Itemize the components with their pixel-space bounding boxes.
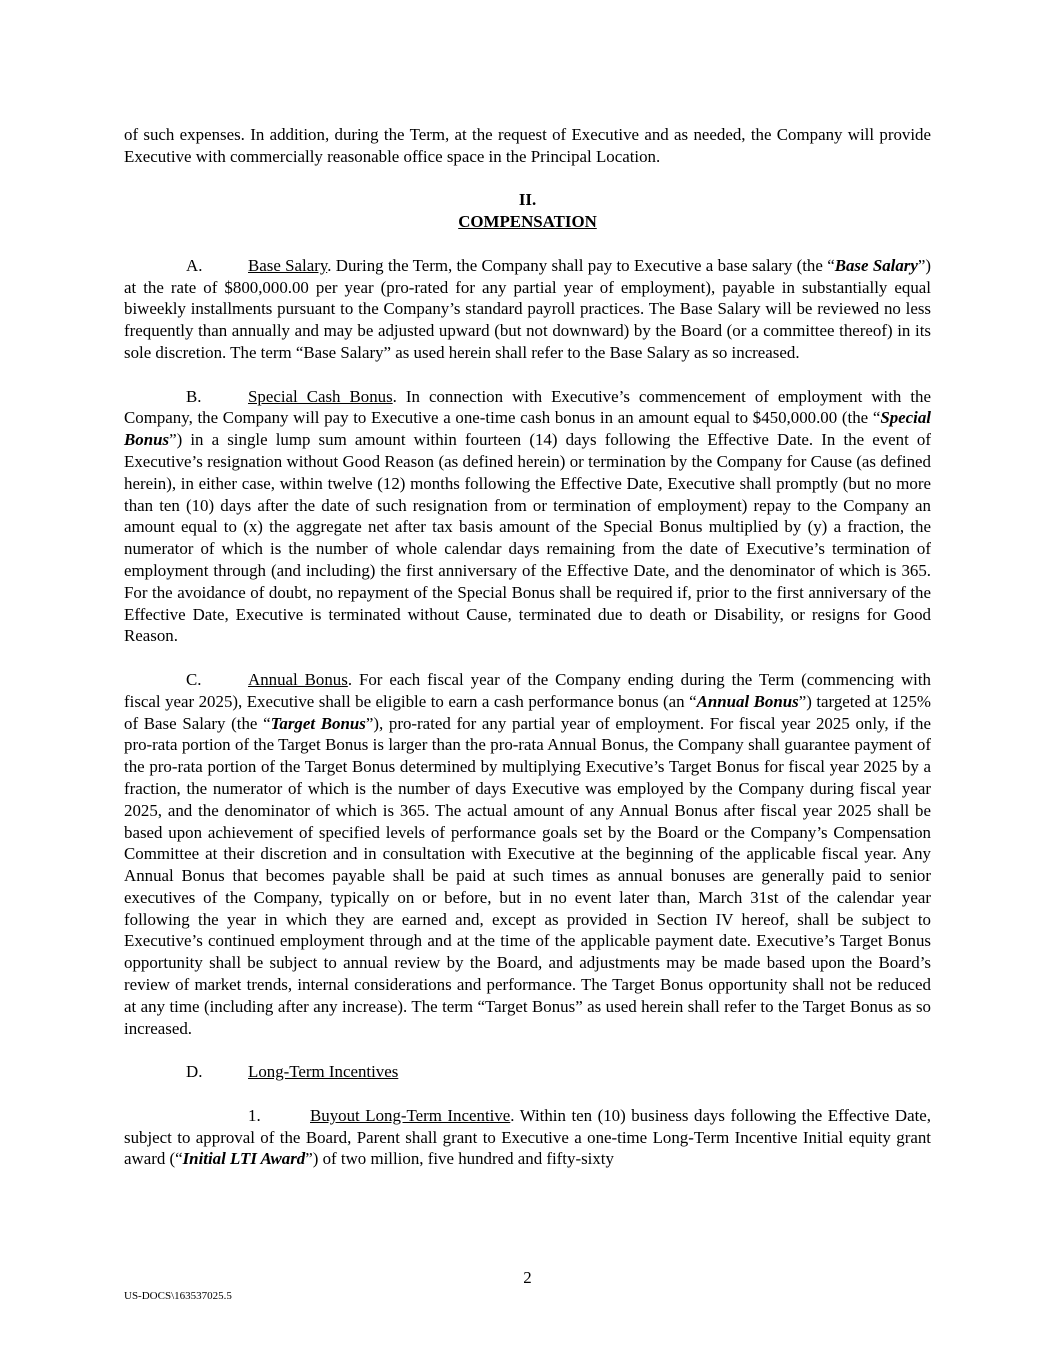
defined-term: Special Bonus xyxy=(124,408,931,450)
paragraph-buyout-lti: 1. Buyout Long-Term Incentive. Within ten (10) business days following the Effective Date, subject to approval of the Board, Parent shall grant to Executive a one-time Long-Term Incentive Initial equity grant award (“Initial LTI Award”) of two million, five hundred and fifty-sixty xyxy=(124,1105,931,1169)
document-page xyxy=(124,124,931,1170)
paragraph-label: 1. xyxy=(248,1105,261,1125)
section-title: COMPENSATION xyxy=(458,212,597,232)
intro-paragraph: of such expenses. In addition, during the Term, at the request of Executive and as needed, the Company will provide Executive with commercially reasonable office space in the Principal Location. xyxy=(124,125,931,166)
defined-term: Annual Bonus xyxy=(696,691,799,711)
paragraph-special-cash-bonus: B. Special Cash Bonus. In connection with Executive’s commencement of employment with the Company, the Company will pay to Executive a one-time cash bonus in an amount equal to $450,000.00 (the “Special Bonus”) in a single lump sum amount within fourteen (14) days following the Effective Date. In the event of Executive’s resignation without Good Reason (as defined herein) or termination by the Company for Cause (as defined herein), in either case, within twelve (12) months following the Effective Date, Executive shall promptly (but no more than ten (10) days after the date of such resignation from or termination of employment) repay to the Company an amount equal to (x) the aggregate net after tax basis amount of the Special Bonus multiplied by (y) a fraction, the numerator of which is the number of whole calendar days remaining from the date of Executive’s termination of employment through (and including) the first anniversary of the Effective Date, and the denominator of which is 365. For the avoidance of doubt, no repayment of the Special Bonus shall be required if, prior to the first anniversary of the Effective Date, Executive is terminated without Cause, terminated due to death or Disability, or resigns for Good Reason. xyxy=(124,386,931,646)
defined-term: Base Salary xyxy=(834,255,918,275)
paragraph-label: C. xyxy=(186,669,202,689)
document-id: US-DOCS\163537025.5 xyxy=(124,1290,232,1302)
defined-term: Initial LTI Award xyxy=(182,1149,306,1169)
paragraph-heading: Special Cash Bonus xyxy=(248,386,393,406)
page-number: 2 xyxy=(523,1268,532,1287)
paragraph-label: B. xyxy=(186,386,202,406)
paragraph-heading: Buyout Long-Term Incentive xyxy=(310,1105,511,1125)
paragraph-label: A. xyxy=(186,255,203,275)
paragraph-base-salary: A. Base Salary. During the Term, the Company shall pay to Executive a base salary (the “Base Salary”) at the rate of $800,000.00 per year (pro-rated for any partial year of employment), payable in substantially equal biweekly installments pursuant to the Company’s standard payroll practices. The Base Salary will be reviewed no less frequently than annually and may be adjusted upward (but not downward) by the Board (or a committee thereof) in its sole discretion. The term “Base Salary” as used herein shall refer to the Base Salary as so increased. xyxy=(124,255,932,362)
section-number: II. xyxy=(518,190,537,210)
paragraph-heading: Base Salary xyxy=(248,255,328,275)
paragraph-label: D. xyxy=(186,1062,203,1082)
defined-term: Target Bonus xyxy=(270,713,366,733)
paragraph-long-term-incentives xyxy=(124,1061,931,1083)
paragraph-annual-bonus: C. Annual Bonus. For each fiscal year of the Company ending during the Term (commencing with fiscal year 2025), Executive shall be eligible to earn a cash performance bonus (an “Annual Bonus”) targeted at 125% of Base Salary (the “Target Bonus”), pro-rated for any partial year of employment. For fiscal year 2025 only, if the pro-rata portion of the Target Bonus is larger than the pro-rata Annual Bonus, the Company shall guarantee payment of the pro-rata portion of the Target Bonus determined by multiplying Executive’s Target Bonus for fiscal year 2025 by a fraction, the numerator of which is the number of days Executive was employed by the Company during fiscal year 2025, and the denominator of which is 365. The actual amount of any Annual Bonus after fiscal year 2025 shall be based upon achievement of specified levels of performance goals set by the Board or the Company’s Compensation Committee at their discretion and in consultation with Executive at the beginning of the applicable fiscal year. Any Annual Bonus that becomes payable shall be paid at such times as annual bonuses are generally paid to senior executives of the Company, typically on or before, but in no event later than, March 31st of the calendar year following the year in which they are earned and, except as provided in Section IV hereof, shall be subject to Executive’s continued employment through and at the time of the applicable payment date. Executive’s Target Bonus opportunity shall be subject to annual review by the Board, and adjustments may be made based upon the Board’s review of market trends, internal considerations and performance. The Target Bonus opportunity shall not be reduced at any time (including after any increase). The term “Target Bonus” as used herein shall refer to the Target Bonus as so increased. xyxy=(124,669,931,1038)
paragraph-heading: Annual Bonus xyxy=(248,669,348,689)
paragraph-heading: Long-Term Incentives xyxy=(248,1062,399,1082)
